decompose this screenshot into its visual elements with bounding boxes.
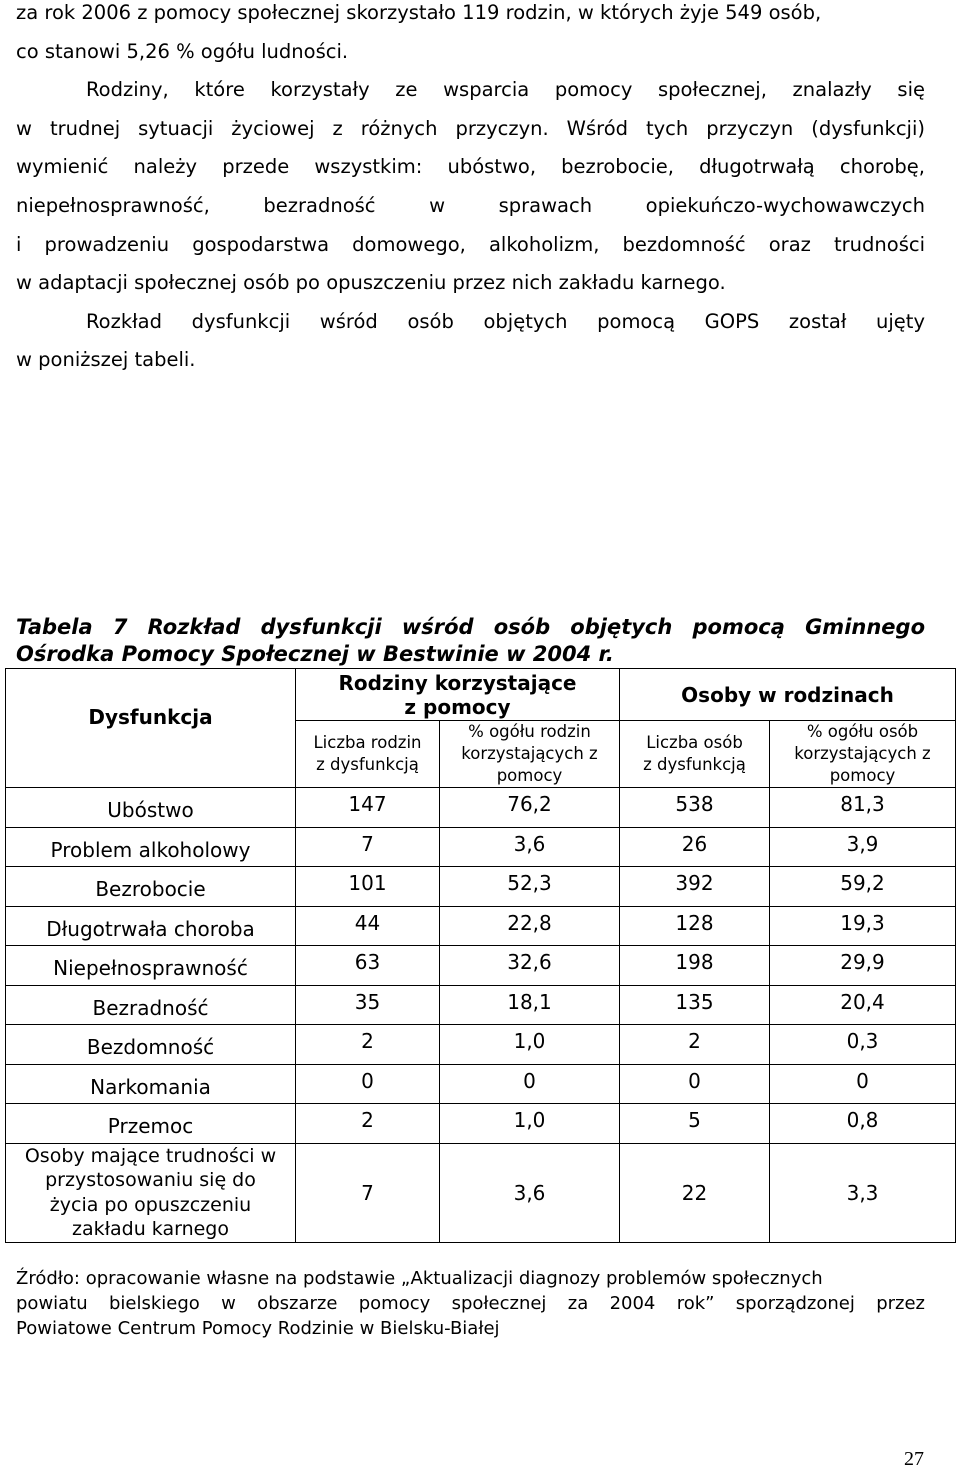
row-name-line: przystosowaniu się do [45,1169,256,1191]
intro-line: za rok 2006 z pomocy społecznej skorzystało 119 rodzin, w których żyje 549 osób, [16,1,822,24]
intro-line: Rozkład dysfunkcji wśród osób objętych pomocą GOPS został ujęty [86,309,925,333]
cell-person-count: 22 [620,1143,770,1242]
header-person-count [620,721,770,788]
source-note [16,1266,925,1341]
cell-family-percent: 18,1 [440,985,620,1025]
header-families-group-line: z pomocy [404,694,511,719]
cell-family-percent: 0 [440,1064,620,1104]
cell-person-percent: 19,3 [770,906,956,946]
cell-family-count: 147 [296,788,440,828]
cell-person-percent: 29,9 [770,946,956,986]
header-family-count [296,721,440,788]
intro-line: w poniższej tabeli. [16,348,196,372]
cell-person-count: 538 [620,788,770,828]
source-line: Powiatowe Centrum Pomocy Rodzinie w Bielsku-Białej [16,1318,500,1339]
header-person-percent-line: korzystających z [794,744,931,763]
header-family-percent-line: pomocy [496,766,563,785]
cell-family-count: 7 [296,1143,440,1242]
header-family-percent-line: % ogółu rodzin [468,722,591,741]
cell-family-percent: 22,8 [440,906,620,946]
cell-person-percent: 0,3 [770,1025,956,1065]
source-line: powiatu bielskiego w obszarze pomocy społecznej za 2004 rok” sporządzonej przez [16,1293,925,1314]
cell-family-percent: 76,2 [440,788,620,828]
header-family-count-line: Liczba rodzin [313,733,422,752]
row-name: Narkomania [6,1064,296,1104]
row-name: Ubóstwo [6,788,296,828]
header-person-count-line: z dysfunkcją [643,755,746,774]
intro-line: co stanowi 5,26 % ogółu ludności. [16,39,349,63]
header-family-percent-line: korzystających z [461,744,598,763]
header-dysfunkcja-label: Dysfunkcja [88,705,213,729]
cell-family-count: 7 [296,827,440,867]
cell-family-count: 2 [296,1104,440,1144]
page-number: 27 [904,1448,924,1470]
cell-family-count: 35 [296,985,440,1025]
cell-person-count: 392 [620,867,770,907]
header-person-count-line: Liczba osób [646,733,743,752]
header-family-count-line: z dysfunkcją [316,755,419,774]
header-person-percent-line: % ogółu osób [806,722,919,741]
table-row [6,867,956,907]
table-row [6,1143,956,1242]
cell-family-percent: 3,6 [440,1143,620,1242]
cell-person-count: 26 [620,827,770,867]
table-row [6,985,956,1025]
caption-line: Ośrodka Pomocy Społecznej w Bestwinie w 2004 r. [16,642,614,666]
cell-person-percent: 20,4 [770,985,956,1025]
row-name: Problem alkoholowy [6,827,296,867]
cell-family-percent: 1,0 [440,1104,620,1144]
cell-family-percent: 52,3 [440,867,620,907]
intro-line: w trudnej sytuacji życiowej z różnych przyczyn. Wśród tych przyczyn (dysfunkcji) [16,116,925,140]
header-persons-group-label: Osoby w rodzinach [681,682,894,707]
intro-paragraph [16,0,925,380]
cell-person-percent: 3,3 [770,1143,956,1242]
cell-family-count: 44 [296,906,440,946]
intro-line: wymienić należy przede wszystkim: ubóstwo, bezrobocie, długotrwałą chorobę, [16,155,925,179]
source-line: Źródło: opracowanie własne na podstawie „Aktualizacji diagnozy problemów społecznych [16,1268,823,1289]
cell-person-count: 198 [620,946,770,986]
cell-family-percent: 3,6 [440,827,620,867]
cell-person-count: 5 [620,1104,770,1144]
cell-person-percent: 81,3 [770,788,956,828]
intro-line: Rodziny, które korzystały ze wsparcia pomocy społecznej, znalazły się [86,78,925,102]
header-person-percent [770,721,956,788]
cell-person-percent: 0 [770,1064,956,1104]
header-family-percent [440,721,620,788]
table-row [6,1064,956,1104]
table-row [6,827,956,867]
row-name: Bezrobocie [6,867,296,907]
table-row [6,906,956,946]
intro-line: i prowadzeniu gospodarstwa domowego, alkoholizm, bezdomność oraz trudności [16,232,925,256]
header-families-group-line: Rodziny korzystające [338,670,577,695]
header-person-percent-line: pomocy [829,766,896,785]
cell-person-count: 128 [620,906,770,946]
table-row [6,1104,956,1144]
row-name: Długotrwała choroba [6,906,296,946]
row-name [6,1143,296,1242]
row-name: Przemoc [6,1104,296,1144]
row-name: Bezradność [6,985,296,1025]
cell-person-percent: 59,2 [770,867,956,907]
cell-person-percent: 0,8 [770,1104,956,1144]
cell-family-count: 101 [296,867,440,907]
table-row [6,788,956,828]
table-row [6,946,956,986]
cell-person-count: 135 [620,985,770,1025]
caption-line: Tabela 7 Rozkład dysfunkcji wśród osób objętych pomocą Gminnego [16,615,925,639]
table-caption [16,614,925,668]
table-row [6,1025,956,1065]
row-name: Bezdomność [6,1025,296,1065]
header-dysfunkcja [6,669,296,788]
dysfunction-table [5,668,956,1243]
row-name-line: zakładu karnego [71,1218,229,1240]
cell-person-percent: 3,9 [770,827,956,867]
row-name: Niepełnosprawność [6,946,296,986]
cell-person-count: 0 [620,1064,770,1104]
cell-family-count: 63 [296,946,440,986]
cell-family-percent: 1,0 [440,1025,620,1065]
cell-family-count: 0 [296,1064,440,1104]
intro-line: niepełnosprawność, bezradność w sprawach opiekuńczo-wychowawczych [16,193,925,217]
row-name-line: Osoby mające trudności w [24,1144,277,1167]
header-persons-group [620,669,956,721]
cell-family-count: 2 [296,1025,440,1065]
cell-family-percent: 32,6 [440,946,620,986]
cell-person-count: 2 [620,1025,770,1065]
header-families-group [296,669,620,721]
table-header-row [6,669,956,721]
row-name-line: życia po opuszczeniu [49,1193,252,1216]
intro-line: w adaptacji społecznej osób po opuszczeniu przez nich zakładu karnego. [16,271,726,295]
